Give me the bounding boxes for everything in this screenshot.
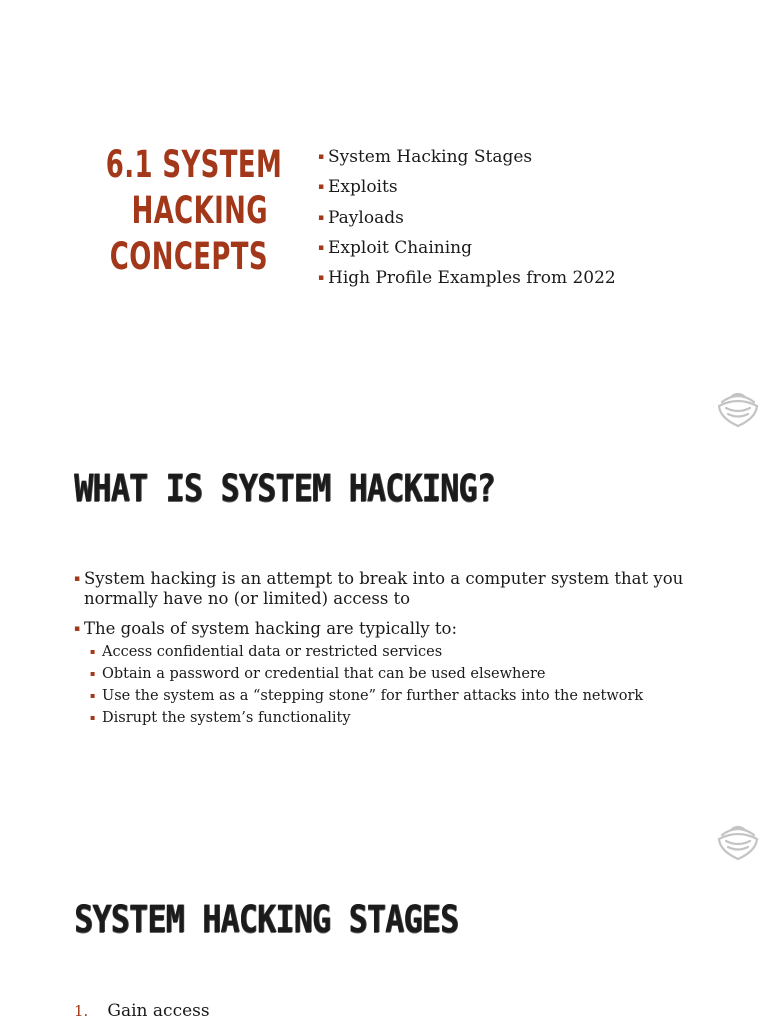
sub-bullet-icon: ▪	[90, 669, 96, 678]
bullet-icon: ▪	[318, 152, 325, 162]
section-title-line-2: HACKING	[131, 189, 268, 232]
stage-list	[74, 1000, 210, 1022]
sub-bullet-item	[84, 707, 694, 729]
helmet-shield-logo-icon	[716, 821, 760, 861]
topic-label: High Profile Examples from 2022	[328, 268, 616, 289]
sub-bullet-icon: ▪	[90, 713, 96, 722]
topic-label: Exploit Chaining	[328, 237, 472, 258]
topic-item	[318, 172, 616, 202]
slide-system-hacking-concepts	[0, 0, 768, 433]
topic-item	[318, 203, 616, 233]
stage-number: 1.	[74, 1002, 89, 1020]
slide-what-is-system-hacking	[0, 433, 768, 866]
topic-item	[318, 142, 616, 172]
slide-system-hacking-stages	[0, 866, 768, 1024]
section-title-line-3: CONCEPTS	[109, 235, 269, 278]
sub-bullet-item	[84, 663, 694, 685]
slide-heading: SYSTEM HACKING STAGES	[74, 898, 459, 941]
topic-label: Exploits	[328, 177, 398, 198]
sub-bullet-icon: ▪	[90, 647, 96, 656]
sub-bullet-text: Use the system as a “stepping stone” for further attacks into the network	[102, 688, 644, 704]
sub-bullet-item	[84, 641, 694, 663]
topic-item	[318, 263, 616, 293]
sub-bullet-text: Disrupt the system’s functionality	[102, 710, 351, 726]
bullet-text: The goals of system hacking are typically to:	[84, 619, 458, 638]
bullet-icon: ▪	[318, 242, 325, 253]
topic-label: System Hacking Stages	[328, 147, 533, 167]
bullet-list	[74, 569, 694, 739]
section-title-line-1: 6.1 SYSTEM	[105, 143, 283, 186]
stage-item	[74, 1000, 210, 1022]
sub-bullet-item	[84, 685, 694, 707]
bullet-item	[74, 569, 694, 609]
helmet-shield-logo-icon	[716, 388, 760, 428]
section-title	[105, 142, 283, 280]
stage-label: Gain access	[107, 1001, 210, 1021]
sub-bullet-text: Access confidential data or restricted services	[102, 644, 443, 660]
bullet-icon: ▪	[74, 624, 81, 634]
topic-label: Payloads	[328, 207, 404, 228]
slide-heading: WHAT IS SYSTEM HACKING?	[74, 467, 495, 510]
bullet-text: System hacking is an attempt to break into a computer system that you normally have no (or limited) access to	[84, 569, 684, 608]
bullet-icon: ▪	[74, 574, 81, 584]
bullet-icon: ▪	[318, 212, 325, 223]
sub-bullet-icon: ▪	[90, 691, 96, 700]
topic-list	[318, 142, 616, 293]
bullet-icon: ▪	[318, 273, 325, 284]
sub-bullet-text: Obtain a password or credential that can be used elsewhere	[102, 666, 546, 682]
sub-bullet-list	[84, 641, 694, 729]
bullet-icon: ▪	[318, 182, 325, 193]
topic-item	[318, 233, 616, 263]
bullet-item	[74, 619, 694, 729]
